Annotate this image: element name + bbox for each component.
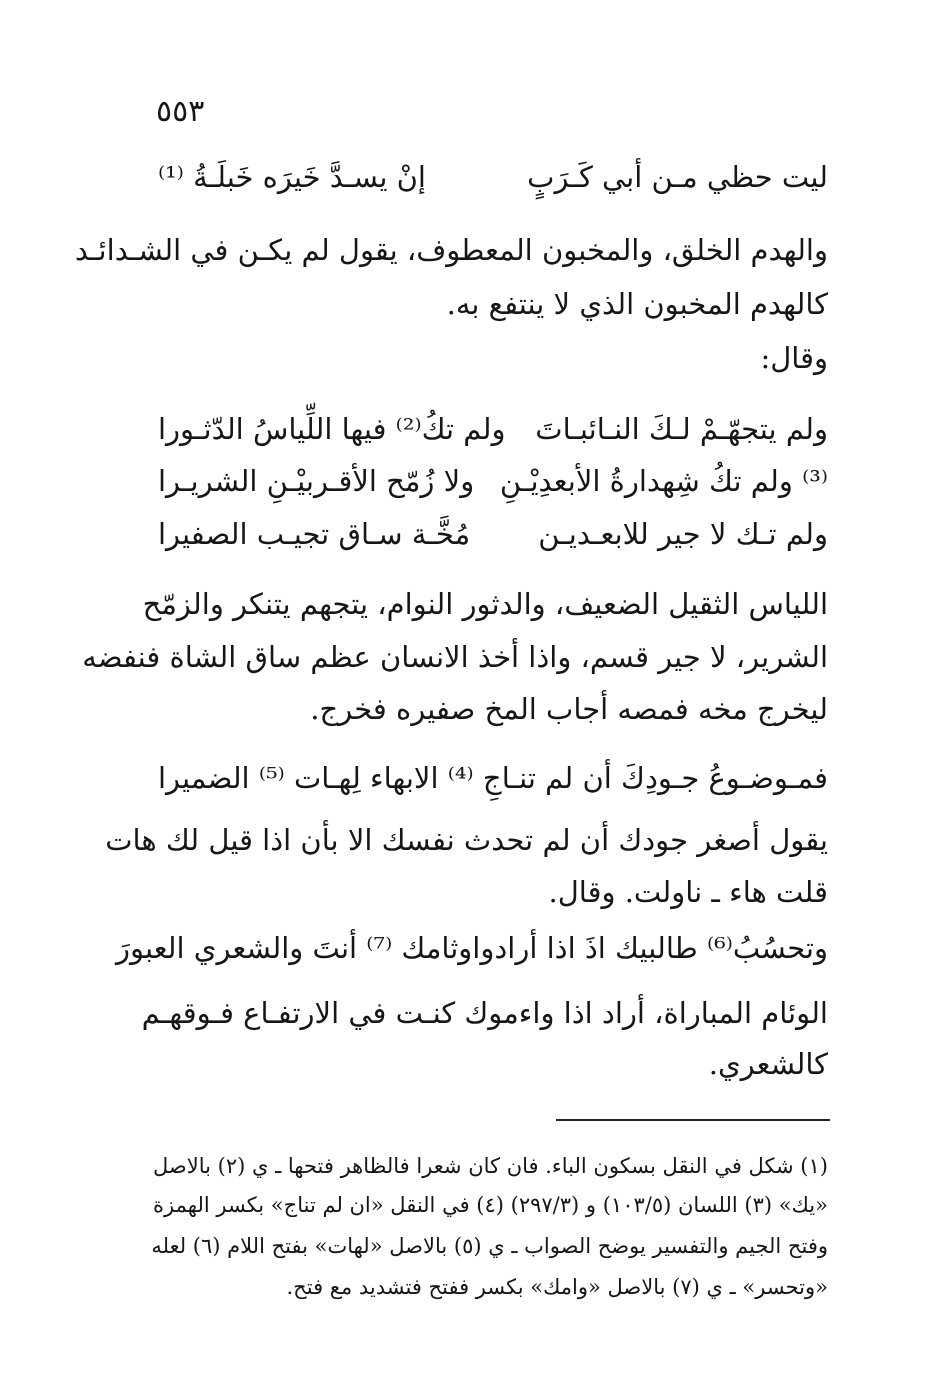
- footnote-line-4: «وتحسر» ـ ي (٧) بالاصل «وامك» بكسر ففتح فتشديد مع فتح.: [286, 1275, 828, 1299]
- verse-line-3: [158, 464, 828, 498]
- verse-hemistich-left: ولم تكُ⁽²⁾ فيها اللِّياسُ الدّثـورا: [158, 412, 506, 446]
- footnote-line-3: وفتح الجيم والتفسير يوضح الصواب ـ ي (٥) بالاصل «لهات» بفتح اللام (٦) لعله: [151, 1234, 828, 1258]
- verse-hemistich-right: وتحسُبُ⁽⁶⁾ طالبيك اذَ اذا أرادوا: [472, 931, 828, 965]
- paragraph-2-line-2: الشرير، لا جير قسم، واذا أخذ الانسان عظم ساق الشاة فنفضه: [82, 640, 828, 674]
- paragraph-2-line-1: اللياس الثقيل الضعيف، والدثور النوام، يتجهم يتنكر والزمّح: [142, 587, 828, 621]
- footnote-line-1: (١) شكل في النقل بسكون الباء. فان كان شعرا فالظاهر فتحها ـ ي (٢) بالاصل: [152, 1154, 828, 1178]
- verse-hemistich-right: ولم يتجهّـمْ لـكَ النـائبـاتَ: [535, 412, 828, 446]
- paragraph-1-line-1: والهدم الخلق، والمخبون المعطوف، يقول لم يكـن في الشـدائـد: [74, 233, 828, 267]
- verse-hemistich-left: وثامك ⁽⁷⁾ أنتَ والشعري العبورَ: [115, 931, 473, 965]
- verse-line-6: [115, 931, 828, 965]
- verse-line-5: [158, 761, 828, 795]
- footnote-separator: [556, 1119, 830, 1121]
- verse-hemistich-right: ولم تـك لا جير للابعـديـن: [538, 517, 828, 551]
- footnote-line-2: «يك» (٣) اللسان (١٠٣/٥) و (٢٩٧/٣) (٤) في النقل «ان لم تناج» بكسر الهمزة: [153, 1193, 828, 1217]
- verse-hemistich-left: ولا زُمّح الأقـربيْـنِ الشريـرا: [158, 464, 475, 498]
- paragraph-3-line-2: قلت هاء ـ ناولت. وقال.: [548, 875, 828, 909]
- verse-hemistich-left: إنْ يسـدَّ خَيرَه خَبلَـةُ ⁽¹⁾: [158, 160, 426, 194]
- verse-line-4: [158, 517, 828, 551]
- verse-line-2: [158, 412, 828, 446]
- wa-qal-heading: وقال:: [760, 341, 828, 375]
- verse-hemistich-right: ⁽³⁾ ولم تكُ شِهدارةُ الأبعدِيْـنِ: [499, 464, 828, 498]
- paragraph-2-line-3: ليخرج مخه فمصه أجاب المخ صفيره فخرج.: [310, 692, 828, 726]
- paragraph-4-line-1: الوئام المباراة، أراد اذا واءموك كنـت في الارتفـاع فـوقهـم: [141, 996, 828, 1030]
- paragraph-4-line-2: كالشعري.: [708, 1047, 828, 1081]
- verse-hemistich-right: ليت حظي مـن أبي كَـرَبٍ: [527, 160, 828, 194]
- page-number: ٥٥٣: [156, 94, 205, 129]
- verse-line-1: [158, 160, 828, 194]
- paragraph-1-line-2: كالهدم المخبون الذي لا ينتفع به.: [446, 287, 828, 321]
- paragraph-3-line-1: يقول أصغر جودك أن لم تحدث نفسك الا بأن اذا قيل لك هات: [105, 823, 828, 857]
- verse-hemistich-left: مُخَّـة سـاق تجيـب الصفيرا: [158, 517, 471, 551]
- verse-hemistich-right: فمـوضـوعُ جـودِكَ أن لم تنـا: [501, 761, 828, 795]
- verse-hemistich-left: جِ ⁽⁴⁾ الابهاء لِهـات ⁽⁵⁾ الضميرا: [158, 761, 502, 795]
